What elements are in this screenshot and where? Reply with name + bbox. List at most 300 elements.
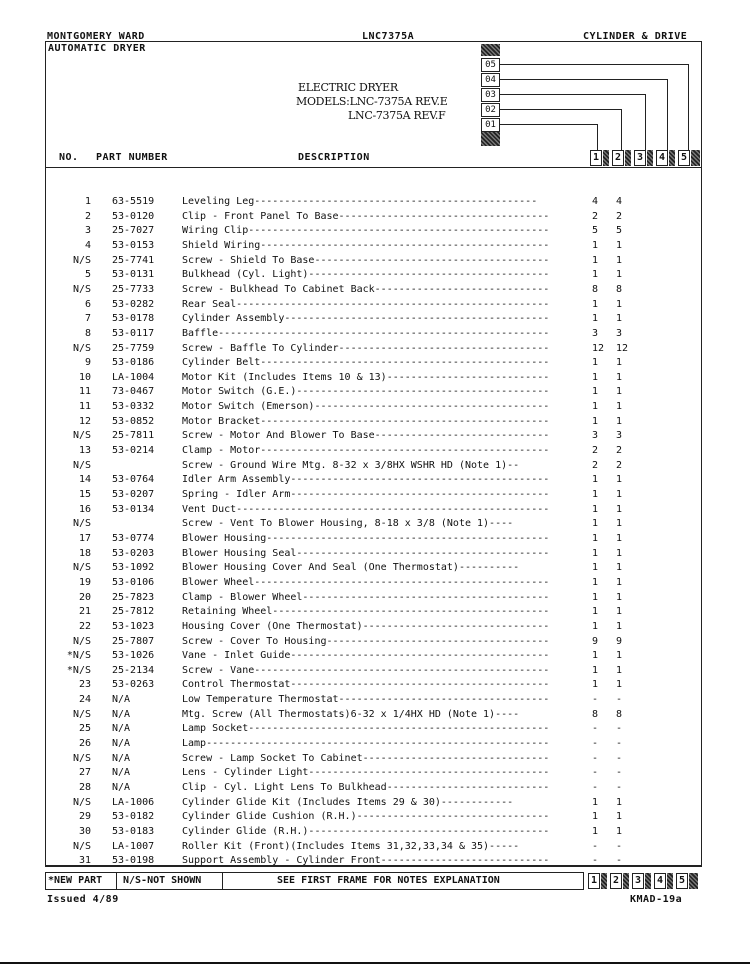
table-row: [45, 503, 702, 517]
part-description: Vent Duct----------------------------------------------------: [182, 503, 550, 515]
qty-rev-1: -: [592, 855, 599, 867]
table-row: [45, 371, 702, 385]
part-description: Baffle-------------------------------------------------------: [182, 327, 550, 339]
part-description: Screw - Vane-------------------------------------------------: [182, 664, 550, 676]
qty-rev-2: 5: [616, 225, 623, 237]
qty-rev-1: 1: [592, 825, 599, 837]
qty-rev-2: 1: [616, 489, 623, 500]
part-description: Clamp - Motor------------------------------------------------: [182, 445, 550, 457]
qty-rev-1: 4: [592, 196, 599, 207]
item-number: 19: [78, 576, 91, 588]
part-description: Screw - Vent To Blower Housing, 8-18 x 3/8 (Note 1)----: [182, 518, 514, 530]
connector-04: [499, 79, 667, 80]
qty-rev-1: -: [592, 694, 599, 706]
item-number: 12: [78, 415, 91, 427]
table-row: [45, 210, 702, 224]
part-number: N/A: [112, 708, 131, 720]
qty-rev-1: 1: [592, 650, 599, 662]
header-divider: [45, 167, 702, 168]
part-number: 25-7741: [112, 254, 155, 266]
part-number: 25-7807: [112, 635, 155, 647]
bottom-rule: [0, 962, 750, 964]
part-number: 53-0182: [112, 811, 155, 823]
part-description: Low Temperature Thermostat-----------------------------------: [182, 694, 550, 706]
table-row: [45, 708, 702, 722]
qty-col-shade-5: [691, 150, 700, 166]
part-description: Vane - Inlet Guide-------------------------------------------: [182, 650, 550, 662]
part-number: 25-7759: [112, 342, 155, 354]
connector-03: [499, 94, 645, 95]
qty-rev-1: 3: [592, 327, 599, 339]
table-row: [45, 429, 702, 443]
table-row: [45, 488, 702, 502]
part-description: Lamp Socket--------------------------------------------------: [182, 723, 550, 735]
item-number: 15: [78, 489, 91, 500]
table-row: [45, 327, 702, 341]
qty-rev-2: 8: [616, 283, 623, 295]
table-row: [45, 605, 702, 619]
qty-rev-2: 1: [616, 313, 623, 325]
qty-rev-1: 1: [592, 357, 599, 369]
revision-box-04: 04: [481, 73, 500, 87]
qty-rev-1: 9: [592, 635, 599, 647]
qty-col-shade-4: [669, 150, 675, 166]
connector-03-down: [645, 94, 646, 150]
item-number: 14: [78, 474, 91, 486]
document-code: KMAD-19a: [630, 894, 683, 905]
col-header-part-number: PART NUMBER: [96, 152, 168, 163]
table-row: [45, 737, 702, 751]
revision-box-05: 05: [481, 58, 500, 72]
item-number: N/S: [72, 254, 91, 266]
footer-qty-shade-1: [601, 873, 607, 889]
item-number: 8: [84, 327, 91, 339]
qty-rev-1: -: [592, 840, 599, 852]
item-number: 28: [78, 782, 91, 793]
qty-rev-1: 1: [592, 532, 599, 544]
part-number: N/A: [112, 767, 131, 779]
qty-rev-2: 1: [616, 518, 623, 530]
table-row: [45, 400, 702, 414]
qty-rev-2: 1: [616, 532, 623, 544]
item-number: N/S: [72, 430, 91, 442]
part-description: Screw - Motor And Blower To Base-----------------------------: [182, 430, 550, 442]
model-code: LNC7375A: [362, 31, 415, 42]
item-number: *N/S: [66, 664, 91, 676]
part-description: Cylinder Glide (R.H.)----------------------------------------: [182, 825, 550, 837]
footer-qty-col-3: 3: [632, 873, 644, 889]
qty-rev-2: 3: [616, 327, 623, 339]
qty-col-shade-1: [603, 150, 609, 166]
qty-rev-2: -: [616, 767, 623, 779]
part-description: Clamp - Blower Wheel-----------------------------------------: [182, 591, 550, 603]
part-description: Screw - Shield To Base---------------------------------------: [182, 254, 550, 266]
table-row: [45, 473, 702, 487]
qty-rev-2: -: [616, 855, 623, 867]
qty-rev-1: 2: [592, 445, 599, 457]
item-number: 20: [78, 591, 91, 603]
item-number: 1: [84, 196, 91, 207]
qty-rev-1: 1: [592, 562, 599, 574]
item-number: N/S: [72, 840, 91, 852]
qty-rev-2: 1: [616, 371, 623, 383]
qty-rev-1: 1: [592, 298, 599, 310]
table-row: [45, 649, 702, 663]
table-row: [45, 342, 702, 356]
table-row: [45, 678, 702, 692]
part-number: 53-0131: [112, 269, 155, 281]
table-row: [45, 766, 702, 780]
product-name: AUTOMATIC DRYER: [48, 43, 146, 54]
qty-rev-2: 1: [616, 679, 623, 691]
part-description: Cylinder Belt------------------------------------------------: [182, 357, 550, 369]
qty-rev-1: 1: [592, 811, 599, 823]
part-number: 53-0332: [112, 401, 155, 413]
qty-col-1: 1: [590, 150, 602, 166]
qty-col-2: 2: [612, 150, 624, 166]
item-number: 5: [84, 269, 91, 281]
footer-qty-col-2: 2: [610, 873, 622, 889]
footer-qty-shade-4: [667, 873, 673, 889]
qty-rev-1: 1: [592, 401, 599, 413]
part-description: Blower Housing-----------------------------------------------: [182, 532, 550, 544]
part-description: Blower Wheel-------------------------------------------------: [182, 576, 550, 588]
part-number: 53-1026: [112, 650, 155, 662]
item-number: 30: [78, 825, 91, 837]
part-description: Support Assembly - Cylinder Front----------------------------: [182, 855, 550, 867]
qty-rev-1: 2: [592, 210, 599, 222]
part-number: 53-0117: [112, 327, 155, 339]
qty-rev-2: 1: [616, 503, 623, 515]
qty-rev-1: 1: [592, 796, 599, 808]
part-number: 53-0852: [112, 415, 155, 427]
part-number: 53-0120: [112, 210, 155, 222]
footer-new-part: *NEW PART: [45, 872, 117, 890]
table-row: [45, 195, 702, 209]
part-number: 53-0186: [112, 357, 155, 369]
part-description: Motor Switch (G.E.)------------------------------------------: [182, 386, 550, 398]
qty-rev-1: 1: [592, 474, 599, 486]
item-number: N/S: [72, 752, 91, 764]
connector-04-down: [667, 79, 668, 150]
qty-rev-2: 1: [616, 254, 623, 266]
table-row: [45, 385, 702, 399]
part-number: 53-0153: [112, 239, 155, 251]
part-number: 25-7027: [112, 225, 155, 237]
footer-qty-col-5: 5: [676, 873, 688, 889]
qty-rev-2: 1: [616, 811, 623, 823]
item-number: N/S: [72, 796, 91, 808]
table-row: [45, 840, 702, 854]
item-number: *N/S: [66, 650, 91, 662]
qty-rev-1: 8: [592, 708, 599, 720]
qty-rev-2: 2: [616, 459, 623, 471]
part-description: Screw - Lamp Socket To Cabinet-------------------------------: [182, 752, 550, 764]
qty-rev-1: -: [592, 752, 599, 764]
qty-rev-2: 1: [616, 650, 623, 662]
table-row: [45, 444, 702, 458]
item-number: 6: [84, 298, 91, 310]
qty-rev-1: 1: [592, 664, 599, 676]
part-description: Spring - Idler Arm-------------------------------------------: [182, 489, 550, 500]
qty-rev-2: 1: [616, 547, 623, 559]
qty-rev-1: 1: [592, 386, 599, 398]
part-description: Motor Bracket------------------------------------------------: [182, 415, 550, 427]
part-description: Blower Housing Seal------------------------------------------: [182, 547, 550, 559]
part-description: Cylinder Glide Kit (Includes Items 29 & 30)------------: [182, 796, 514, 808]
part-number: 53-0764: [112, 474, 155, 486]
item-number: 9: [84, 357, 91, 369]
table-row: [45, 561, 702, 575]
part-number: 25-7733: [112, 283, 155, 295]
part-number: N/A: [112, 752, 131, 764]
footer-notes: SEE FIRST FRAME FOR NOTES EXPLANATION: [222, 872, 584, 890]
qty-rev-1: 1: [592, 620, 599, 632]
part-number: LA-1006: [112, 796, 155, 808]
qty-rev-1: 1: [592, 518, 599, 530]
table-row: [45, 547, 702, 561]
part-description: Idler Arm Assembly-------------------------------------------: [182, 474, 550, 486]
item-number: 21: [78, 606, 91, 618]
title-line-1: ELECTRIC DRYER: [298, 81, 398, 94]
table-row: [45, 722, 702, 736]
qty-rev-2: 1: [616, 664, 623, 676]
qty-rev-1: -: [592, 738, 599, 750]
title-block: [296, 81, 447, 123]
revision-box-03: 03: [481, 88, 500, 102]
item-number: N/S: [72, 635, 91, 647]
item-number: 3: [84, 225, 91, 237]
footer-qty-col-4: 4: [654, 873, 666, 889]
qty-rev-1: 3: [592, 430, 599, 442]
item-number: 31: [78, 855, 91, 867]
part-description: Housing Cover (One Thermostat)-------------------------------: [182, 620, 550, 632]
qty-rev-2: 1: [616, 415, 623, 427]
qty-rev-2: 1: [616, 606, 623, 618]
part-number: 73-0467: [112, 386, 155, 398]
qty-rev-2: 3: [616, 430, 623, 442]
qty-rev-1: 1: [592, 313, 599, 325]
footer-qty-shade-3: [645, 873, 651, 889]
connector-05-down: [688, 64, 689, 150]
revision-shade-bottom: [481, 132, 500, 146]
qty-rev-2: -: [616, 723, 623, 735]
table-row: [45, 298, 702, 312]
col-header-description: DESCRIPTION: [298, 152, 370, 163]
part-number: 53-0263: [112, 679, 155, 691]
part-number: 53-0214: [112, 445, 155, 457]
title-line-2: MODELS:LNC-7375A REV.E: [296, 95, 448, 108]
qty-rev-2: -: [616, 738, 623, 750]
table-row: [45, 635, 702, 649]
connector-01: [499, 124, 597, 125]
col-header-no: NO.: [59, 152, 79, 163]
footer-qty-col-1: 1: [588, 873, 600, 889]
part-number: 53-1023: [112, 620, 155, 632]
qty-rev-2: 1: [616, 825, 623, 837]
footer-divider: [45, 866, 702, 867]
table-row: [45, 576, 702, 590]
part-number: 63-5519: [112, 196, 155, 207]
part-description: Rear Seal----------------------------------------------------: [182, 298, 550, 310]
item-number: 25: [78, 723, 91, 735]
item-number: N/S: [72, 283, 91, 295]
qty-rev-2: -: [616, 782, 623, 793]
qty-rev-2: 12: [616, 342, 629, 354]
table-row: [45, 825, 702, 839]
table-row: [45, 356, 702, 370]
qty-rev-1: -: [592, 767, 599, 779]
part-description: Blower Housing Cover And Seal (One Thermostat)----------: [182, 562, 520, 574]
part-number: N/A: [112, 723, 131, 735]
table-row: [45, 459, 702, 473]
part-number: N/A: [112, 738, 131, 750]
item-number: 26: [78, 738, 91, 750]
table-row: [45, 254, 702, 268]
qty-rev-1: 1: [592, 415, 599, 427]
table-row: [45, 664, 702, 678]
part-description: Lens - Cylinder Light----------------------------------------: [182, 767, 550, 779]
qty-rev-2: 4: [616, 196, 623, 207]
footer-qty-shade-5: [689, 873, 698, 889]
item-number: 24: [78, 694, 91, 706]
item-number: 27: [78, 767, 91, 779]
part-number: 25-2134: [112, 664, 155, 676]
qty-rev-1: 8: [592, 283, 599, 295]
connector-01-down: [597, 124, 598, 150]
item-number: 16: [78, 503, 91, 515]
item-number: 17: [78, 532, 91, 544]
item-number: 2: [84, 210, 91, 222]
item-number: 11: [78, 401, 91, 413]
part-number: 53-0178: [112, 313, 155, 325]
qty-rev-2: 1: [616, 239, 623, 251]
part-description: Motor Switch (Emerson)---------------------------------------: [182, 401, 550, 413]
item-number: N/S: [72, 708, 91, 720]
part-description: Bulkhead (Cyl. Light)----------------------------------------: [182, 269, 550, 281]
table-row: [45, 810, 702, 824]
qty-rev-2: -: [616, 694, 623, 706]
qty-rev-1: 1: [592, 576, 599, 588]
part-number: 53-0198: [112, 855, 155, 867]
qty-rev-1: 1: [592, 606, 599, 618]
item-number: 23: [78, 679, 91, 691]
part-description: Clip - Front Panel To Base-----------------------------------: [182, 210, 550, 222]
part-number: 53-0106: [112, 576, 155, 588]
revision-box-02: 02: [481, 103, 500, 117]
part-number: 25-7823: [112, 591, 155, 603]
item-number: N/S: [72, 342, 91, 354]
part-description: Shield Wiring------------------------------------------------: [182, 239, 550, 251]
part-description: Screw - Bulkhead To Cabinet Back-----------------------------: [182, 283, 550, 295]
qty-rev-1: -: [592, 782, 599, 793]
qty-rev-2: 1: [616, 357, 623, 369]
revision-box-01: 01: [481, 118, 500, 132]
qty-rev-2: -: [616, 752, 623, 764]
revision-shade-top: [481, 44, 500, 56]
item-number: N/S: [72, 518, 91, 530]
footer-qty-shade-2: [623, 873, 629, 889]
qty-rev-1: 1: [592, 547, 599, 559]
connector-02: [499, 109, 621, 110]
qty-rev-2: 1: [616, 401, 623, 413]
item-number: 29: [78, 811, 91, 823]
part-number: 53-0774: [112, 532, 155, 544]
item-number: 11: [78, 386, 91, 398]
qty-rev-2: 1: [616, 591, 623, 603]
item-number: N/S: [72, 562, 91, 574]
item-number: 10: [78, 371, 91, 383]
part-number: 25-7812: [112, 606, 155, 618]
part-number: 53-0134: [112, 503, 155, 515]
section-title: CYLINDER & DRIVE: [583, 31, 688, 42]
qty-rev-2: 2: [616, 210, 623, 222]
qty-rev-1: 1: [592, 489, 599, 500]
part-number: LA-1007: [112, 840, 155, 852]
connector-02-down: [621, 109, 622, 150]
connector-05: [499, 64, 688, 65]
qty-rev-2: 1: [616, 386, 623, 398]
qty-rev-2: 2: [616, 445, 623, 457]
qty-col-3: 3: [634, 150, 646, 166]
table-row: [45, 532, 702, 546]
part-description: Cylinder Glide Cushion (R.H.)--------------------------------: [182, 811, 550, 823]
qty-rev-2: 1: [616, 576, 623, 588]
part-number: 53-0282: [112, 298, 155, 310]
qty-rev-1: 1: [592, 371, 599, 383]
part-number: N/A: [112, 694, 131, 706]
table-row: [45, 781, 702, 795]
part-description: Wiring Clip--------------------------------------------------: [182, 225, 550, 237]
item-number: 7: [84, 313, 91, 325]
item-number: 22: [78, 620, 91, 632]
part-description: Screw - Ground Wire Mtg. 8-32 x 3/8HX WSHR HD (Note 1)--: [182, 459, 520, 471]
part-description: Lamp---------------------------------------------------------: [182, 738, 550, 750]
qty-rev-1: 1: [592, 591, 599, 603]
table-row: [45, 268, 702, 282]
part-description: Roller Kit (Front)(Includes Items 31,32,33,34 & 35)-----: [182, 840, 520, 852]
item-number: N/S: [72, 459, 91, 471]
qty-rev-1: -: [592, 723, 599, 735]
brand-name: MONTGOMERY WARD: [47, 31, 145, 42]
item-number: 4: [84, 239, 91, 251]
part-description: Leveling Leg-----------------------------------------------: [182, 196, 538, 207]
part-number: 53-0203: [112, 547, 155, 559]
qty-col-shade-3: [647, 150, 653, 166]
issued-date: Issued 4/89: [47, 894, 119, 905]
qty-rev-1: 5: [592, 225, 599, 237]
qty-rev-2: 1: [616, 796, 623, 808]
qty-rev-2: 1: [616, 620, 623, 632]
table-row: [45, 517, 702, 531]
table-row: [45, 796, 702, 810]
qty-col-shade-2: [625, 150, 631, 166]
qty-rev-1: 1: [592, 239, 599, 251]
part-description: Mtg. Screw (All Thermostats)6-32 x 1/4HX HD (Note 1)----: [182, 708, 520, 720]
qty-rev-1: 12: [592, 342, 605, 354]
qty-rev-1: 1: [592, 254, 599, 266]
qty-rev-2: -: [616, 840, 623, 852]
qty-rev-2: 1: [616, 298, 623, 310]
qty-rev-1: 1: [592, 679, 599, 691]
part-number: 53-0183: [112, 825, 155, 837]
qty-rev-2: 1: [616, 474, 623, 486]
qty-col-4: 4: [656, 150, 668, 166]
table-row: [45, 752, 702, 766]
table-row: [45, 415, 702, 429]
table-row: [45, 224, 702, 238]
footer-not-shown: N/S-NOT SHOWN: [116, 872, 223, 890]
